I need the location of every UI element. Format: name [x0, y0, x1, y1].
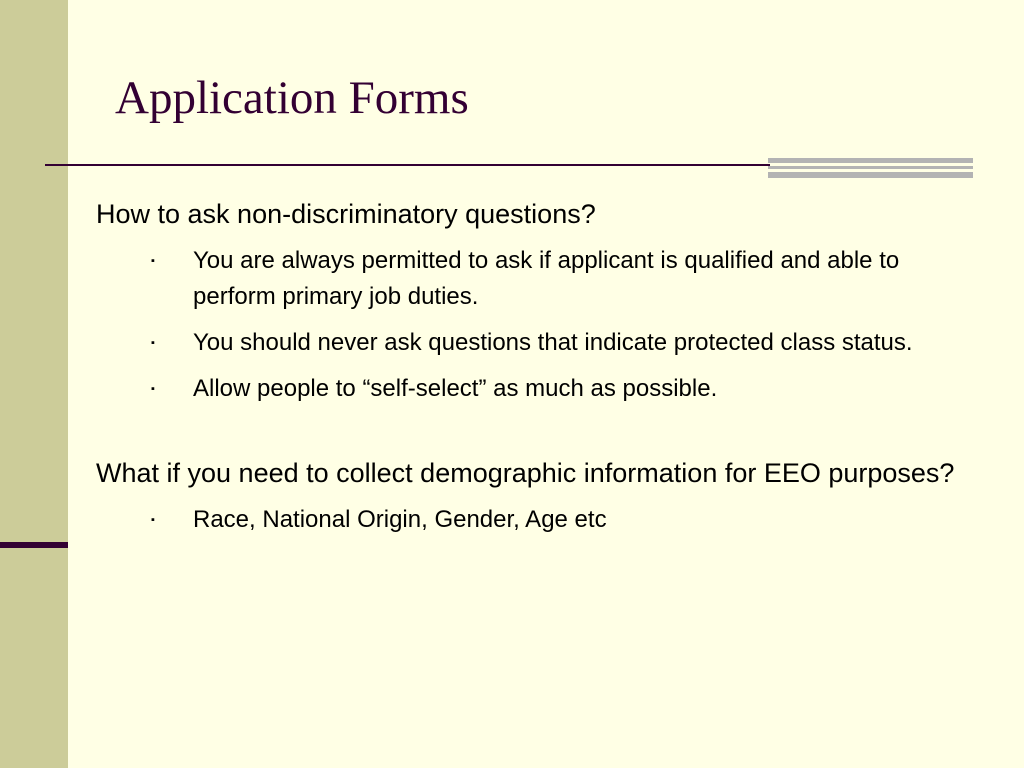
title-rule-accent-stripes	[768, 158, 973, 178]
section-heading: What if you need to collect demographic information for EEO purposes?	[96, 458, 955, 488]
slide-body	[96, 196, 976, 538]
title-underline-rule	[45, 164, 770, 166]
bullet-text: You are always permitted to ask if applicant is qualified and able to perform primary job duties.	[193, 247, 900, 310]
left-bar-accent-line	[0, 542, 68, 548]
bullet-text: Race, National Origin, Gender, Age etc	[193, 506, 607, 533]
bullet-item	[96, 371, 976, 407]
slide-title: Application Forms	[115, 72, 469, 124]
section-heading: How to ask non-discriminatory questions?	[96, 199, 596, 229]
bullet-square-icon: ▪	[151, 255, 155, 267]
bullet-item	[96, 502, 976, 538]
bullet-text: Allow people to “self-select” as much as possible.	[193, 375, 718, 402]
left-decorative-bar	[0, 0, 68, 768]
accent-stripe	[768, 158, 973, 163]
bullet-item	[96, 325, 976, 361]
bullet-text: You should never ask questions that indicate protected class status.	[193, 329, 913, 356]
accent-stripe	[768, 166, 973, 169]
section-spacer	[96, 407, 976, 455]
accent-stripe	[768, 172, 973, 178]
bullet-square-icon: ▪	[151, 383, 155, 395]
bullet-square-icon: ▪	[151, 514, 155, 526]
bullet-square-icon: ▪	[151, 337, 155, 349]
bullet-item	[96, 243, 976, 315]
